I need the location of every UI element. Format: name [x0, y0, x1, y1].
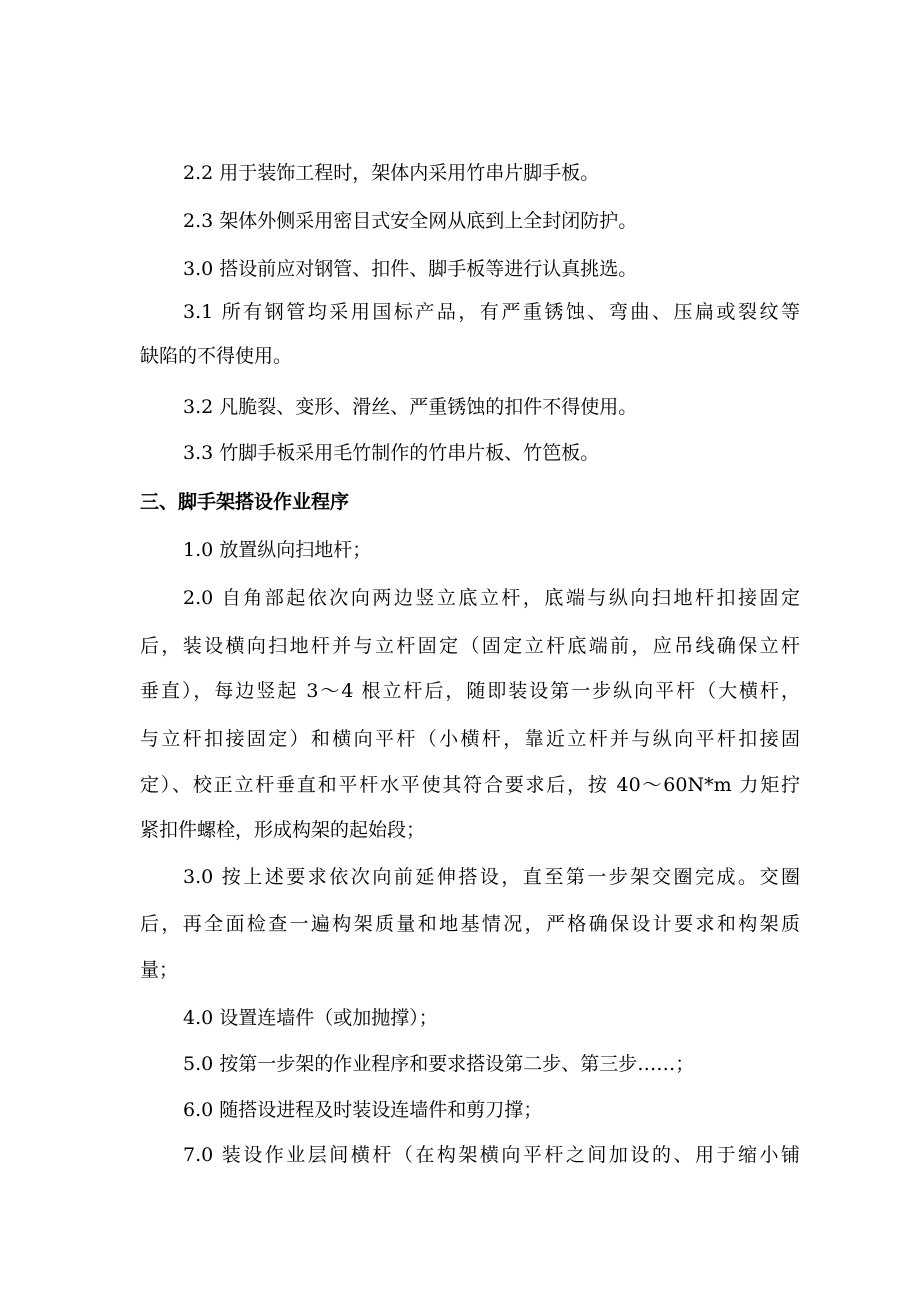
step-1-0: 1.0 放置纵向扫地杆； — [183, 539, 372, 561]
step-2-0-line-6: 紧扣件螺栓，形成构架的起始段； — [140, 819, 426, 841]
step-7-0-line-1: 7.0 装设作业层间横杆（在构架横向平杆之间加设的、用于缩小铺 — [183, 1144, 800, 1166]
step-4-0: 4.0 设置连墙件（或加抛撑）； — [183, 1007, 438, 1029]
step-5-0: 5.0 按第一步架的作业程序和要求搭设第二步、第三步……； — [183, 1053, 695, 1075]
paragraph-3-1-line-1: 3.1 所有钢管均采用国标产品，有严重锈蚀、弯曲、压扁或裂纹等 — [183, 301, 800, 323]
step-3-0-line-2: 后，再全面检查一遍构架质量和地基情况，严格确保设计要求和构架质 — [140, 913, 800, 935]
paragraph-2-2: 2.2 用于装饰工程时，架体内采用竹串片脚手板。 — [183, 162, 600, 184]
paragraph-3-2: 3.2 凡脆裂、变形、滑丝、严重锈蚀的扣件不得使用。 — [183, 396, 638, 418]
paragraph-3-1-line-2: 缺陷的不得使用。 — [140, 345, 293, 367]
step-3-0-line-1: 3.0 按上述要求依次向前延伸搭设，直至第一步架交圈完成。交圈 — [183, 866, 800, 888]
step-2-0-line-3: 垂直），每边竖起 3～4 根立杆后，随即装设第一步纵向平杆（大横杆， — [140, 680, 800, 702]
paragraph-3-3: 3.3 竹脚手板采用毛竹制作的竹串片板、竹笆板。 — [183, 442, 600, 464]
step-3-0-line-3: 量； — [140, 959, 179, 981]
step-2-0-line-5: 定）、校正立杆垂直和平杆水平使其符合要求后，按 40～60N*m 力矩拧 — [140, 774, 800, 796]
step-6-0: 6.0 随搭设进程及时装设连墙件和剪刀撑； — [183, 1099, 543, 1121]
step-2-0-line-1: 2.0 自角部起依次向两边竖立底立杆，底端与纵向扫地杆扣接固定 — [183, 587, 800, 609]
paragraph-3-0: 3.0 搭设前应对钢管、扣件、脚手板等进行认真挑选。 — [183, 258, 638, 280]
paragraph-2-3: 2.3 架体外侧采用密目式安全网从底到上全封闭防护。 — [183, 210, 638, 232]
step-2-0-line-4: 与立杆扣接固定）和横向平杆（小横杆，靠近立杆并与纵向平杆扣接固 — [140, 728, 800, 750]
step-2-0-line-2: 后，装设横向扫地杆并与立杆固定（固定立杆底端前，应吊线确保立杆 — [140, 635, 800, 657]
section-heading: 三、脚手架搭设作业程序 — [140, 491, 350, 513]
